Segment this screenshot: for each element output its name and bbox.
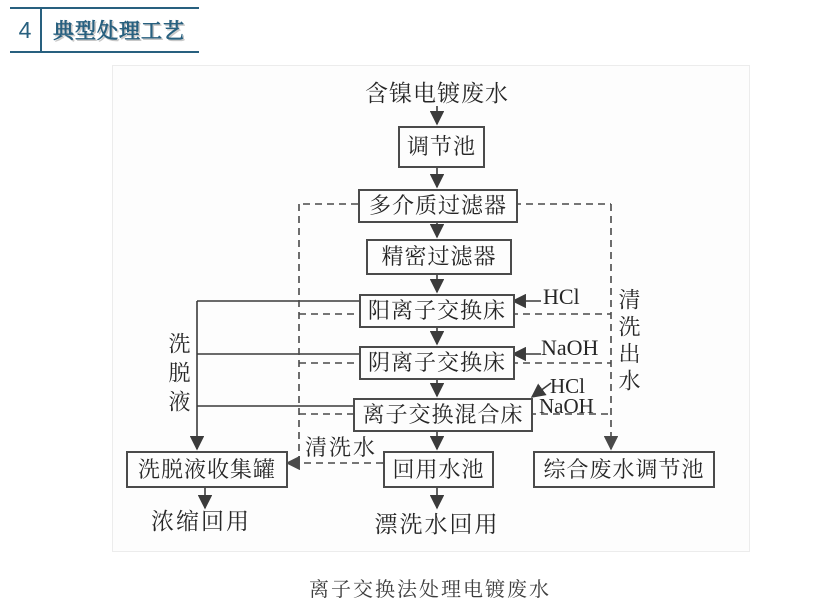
mixed-bed-naoh-label: NaOH bbox=[539, 394, 594, 418]
node-anion-exchange-bed: 阴离子交换床 bbox=[359, 346, 515, 380]
node-ion-exchange-mixed-bed: 离子交换混合床 bbox=[353, 398, 533, 432]
naoh-reagent-label: NaOH bbox=[541, 335, 599, 360]
cleaning-effluent-vertical-label: 清洗出水 bbox=[616, 288, 641, 396]
figure-caption: 离子交换法处理电镀废水 bbox=[309, 579, 551, 601]
eluate-lines bbox=[197, 301, 359, 449]
node-multimedia-filter: 多介质过滤器 bbox=[358, 189, 518, 223]
rinse-water-reuse-label: 漂洗水回用 bbox=[374, 512, 500, 537]
section-number: 4 bbox=[18, 16, 32, 43]
flowchart-panel bbox=[112, 65, 750, 552]
source-water-label: 含镍电镀废水 bbox=[365, 81, 509, 106]
section-title: 典型处理工艺 bbox=[53, 20, 185, 43]
section-header bbox=[10, 7, 199, 53]
node-combined-wastewater-regulating-tank: 综合废水调节池 bbox=[533, 451, 715, 488]
hcl-reagent-label: HCl bbox=[543, 284, 580, 309]
concentrate-reuse-label: 浓缩回用 bbox=[151, 509, 251, 534]
node-cation-exchange-bed: 阳离子交换床 bbox=[359, 294, 515, 328]
node-precision-filter: 精密过滤器 bbox=[366, 239, 512, 275]
node-reuse-water-tank: 回用水池 bbox=[383, 451, 494, 488]
node-eluate-collection-tank: 洗脱液收集罐 bbox=[126, 451, 288, 488]
eluate-vertical-label: 洗脱液 bbox=[166, 332, 191, 419]
mixed-bed-hcl-label: HCl bbox=[550, 374, 586, 398]
node-regulating-tank: 调节池 bbox=[398, 126, 485, 168]
cleaning-water-label: 清洗水 bbox=[305, 435, 378, 460]
